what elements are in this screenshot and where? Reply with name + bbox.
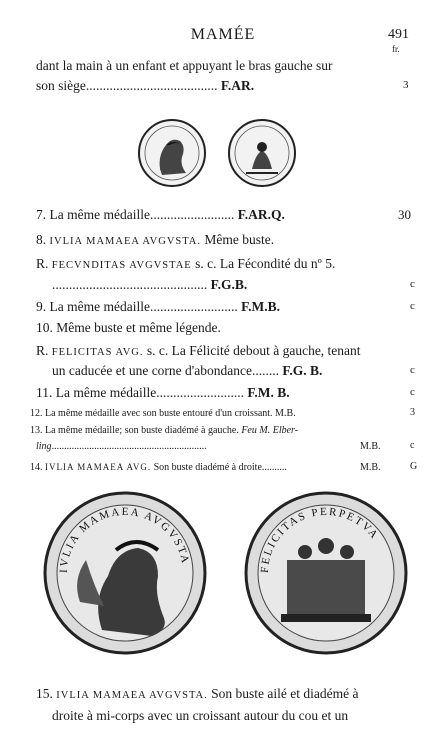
currency-unit: fr. xyxy=(392,44,400,54)
rarity: c xyxy=(410,364,415,376)
text-line xyxy=(36,343,361,361)
text-line xyxy=(36,232,274,250)
page-number: 491 xyxy=(388,27,409,42)
legend-text: IVLIA MAMAEA AVG. xyxy=(45,462,152,472)
text-line xyxy=(36,686,358,704)
coin-legend-reverse: FELICITAS PERPETVA xyxy=(258,505,382,574)
text-line xyxy=(52,363,322,379)
entry-number: 14. xyxy=(30,462,43,473)
entry-number: 8. xyxy=(36,232,47,247)
legend-text: FECVNDITAS AVGVSTAE xyxy=(51,260,192,271)
line-text: .............................................. xyxy=(52,277,208,292)
text-line xyxy=(36,207,285,223)
reference: F.G.B. xyxy=(210,277,248,292)
line-text: s. c. La Félicité debout à gauche, tenant xyxy=(143,343,361,358)
line-text: droite à mi-corps avec un croissant autour du cou et un xyxy=(52,708,349,723)
reference: F.AR.Q. xyxy=(237,207,285,222)
rarity: c xyxy=(410,278,415,290)
reference: F.G. B. xyxy=(282,363,323,378)
reverse-mark: R. xyxy=(36,343,49,358)
text-line xyxy=(30,461,287,474)
entry-number: 10. xyxy=(36,320,53,335)
line-text: La même médaille......................... xyxy=(49,207,235,222)
line-text: Même buste et même légende. xyxy=(56,320,221,335)
text-line xyxy=(52,708,348,724)
reference: F.M. B. xyxy=(247,385,290,400)
rarity: c xyxy=(410,300,415,312)
text-line xyxy=(30,407,296,420)
reference: M.B. xyxy=(360,462,381,473)
source-note: Feu M. Elber- xyxy=(241,425,299,436)
line-text: son siège....................................... xyxy=(36,78,218,93)
coin-obverse-large xyxy=(42,490,208,656)
line-text: ling xyxy=(36,441,52,452)
rarity: c xyxy=(410,440,415,451)
entry-number: 7. xyxy=(36,207,47,222)
legend-text: IVLIA MAMAEA AVGVSTA. xyxy=(56,690,208,701)
text-line xyxy=(36,385,290,401)
line-text: La même médaille.......................... xyxy=(49,299,238,314)
text-line: ling.............................................................. xyxy=(36,441,207,452)
text-line xyxy=(36,320,221,336)
line-text: dant la main à un enfant et appuyant le bras gauche sur xyxy=(36,58,333,73)
text-line xyxy=(36,78,254,94)
rarity: 3 xyxy=(410,407,415,418)
rarity: G xyxy=(410,461,418,472)
rarity: 3 xyxy=(403,79,409,91)
text-line xyxy=(52,277,247,293)
page-title: MAMÉE xyxy=(190,26,256,43)
legend-text: FELICITAS AVG. xyxy=(51,347,144,358)
text-line xyxy=(36,256,335,274)
entry-number: 13. xyxy=(30,425,43,436)
line-text: Même buste. xyxy=(201,232,275,247)
legend-text: IVLIA MAMAEA AVGVSTA. xyxy=(49,236,202,247)
coin-reverse-large xyxy=(243,490,409,656)
reference: M.B. xyxy=(360,441,381,452)
rarity: c xyxy=(410,386,415,398)
line-text: Son buste ailé et diadémé à xyxy=(207,686,359,701)
coin-reverse-small xyxy=(226,117,298,189)
entry-number: 11. xyxy=(36,385,53,400)
coin-legend-obverse: IVLIA MAMAEA AVGVSTA xyxy=(57,505,192,574)
line-text: La même médaille avec son buste entouré d'un croissant. M.B. xyxy=(45,408,296,419)
line-text: Son buste diadémé à droite.......... xyxy=(151,462,287,473)
text-line xyxy=(36,58,333,74)
line-text: s. c. La Fécondité du nº 5. xyxy=(191,256,336,271)
line-text: un caducée et une corne d'abondance........ xyxy=(52,363,279,378)
coin-obverse-small xyxy=(136,117,208,189)
reverse-mark: R. xyxy=(36,256,49,271)
line-text: La même médaille.......................... xyxy=(55,385,244,400)
reference: F.AR. xyxy=(220,78,255,93)
rarity: 30 xyxy=(398,207,411,222)
entry-number: 12. xyxy=(30,408,43,419)
line-text: La même médaille; son buste diadémé à gauche. xyxy=(45,425,239,436)
text-line xyxy=(36,299,280,315)
text-line xyxy=(30,424,298,437)
entry-number: 15. xyxy=(36,686,53,701)
entry-number: 9. xyxy=(36,299,47,314)
reference: F.M.B. xyxy=(241,299,280,314)
